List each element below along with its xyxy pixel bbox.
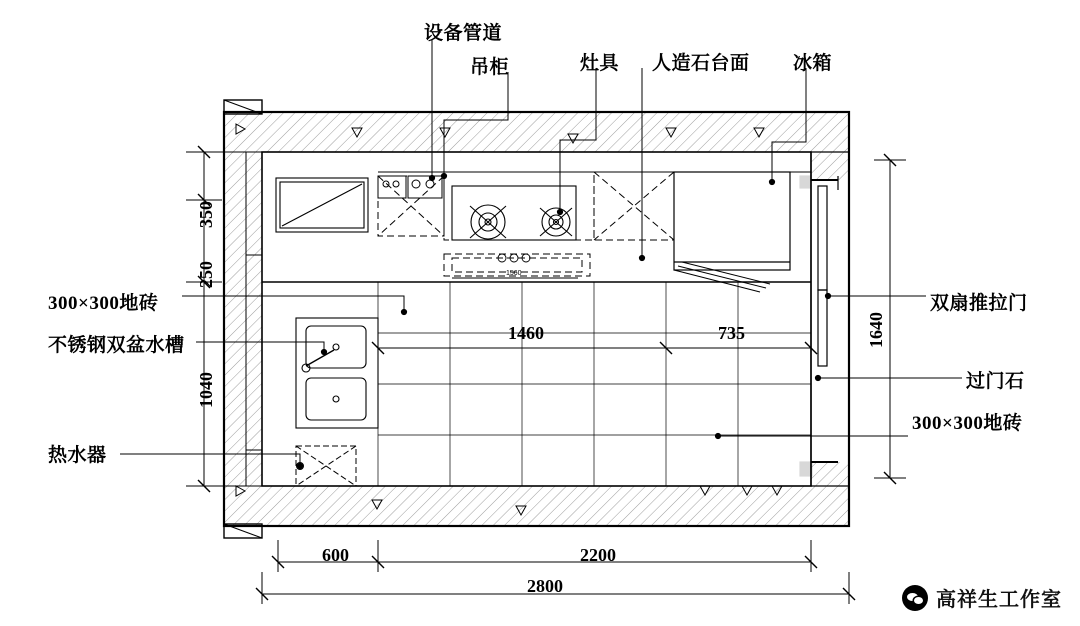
walls [224, 100, 849, 538]
annotation-water-heater: 热水器 [48, 445, 107, 466]
watermark [902, 583, 1062, 612]
dimension-1640: 1640 [866, 312, 886, 348]
sliding-door [800, 176, 838, 476]
dimension-1460: 1460 [508, 323, 544, 343]
annotation-sink: 不锈钢双盆水槽 [48, 335, 185, 356]
annotation-refrigerator: 冰箱 [793, 53, 833, 74]
watermark-label: 高祥生工作室 [936, 589, 1062, 611]
dimension-600: 600 [322, 545, 349, 565]
annotation-wall-cabinet: 吊柜 [470, 57, 510, 78]
dimension-735: 735 [718, 323, 745, 343]
window [276, 178, 368, 232]
dimension-350: 350 [196, 201, 216, 228]
annotation-sliding-door: 双扇推拉门 [930, 293, 1028, 314]
dimension-lines [186, 146, 906, 604]
sink [296, 318, 378, 428]
annotation-stone-counter: 人造石台面 [652, 53, 750, 74]
annotation-cooktop: 灶具 [580, 53, 620, 74]
annotation-floor-tile-left: 300×300地砖 [48, 293, 159, 314]
water-heater [296, 446, 356, 486]
dimension-2800: 2800 [527, 576, 563, 596]
dimension-2200: 2200 [580, 545, 616, 565]
dimension-1560: 1560 [506, 270, 522, 277]
annotation-equip-pipe: 设备管道 [424, 23, 503, 44]
dimension-250: 250 [196, 261, 216, 288]
floor-tile-grid [378, 282, 811, 486]
wechat-icon [902, 585, 928, 611]
annotation-threshold-stone: 过门石 [966, 371, 1025, 392]
dimension-1040: 1040 [196, 372, 216, 408]
annotation-floor-tile-right: 300×300地砖 [912, 413, 1023, 434]
